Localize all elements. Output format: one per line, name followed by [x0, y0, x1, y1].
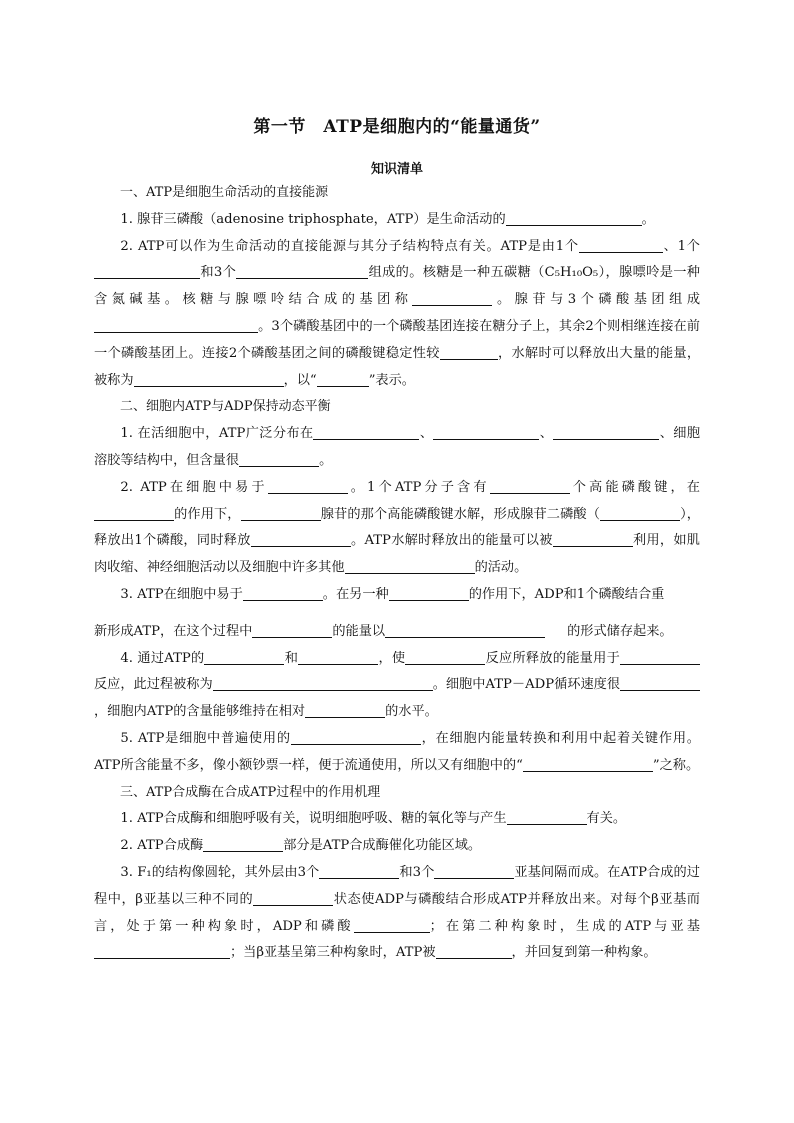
- fill-blank[interactable]: [345, 557, 475, 574]
- paragraph-2-3: 3. ATP在细胞中易于 。在另一种 的作用下，ADP和1个磷酸结合重: [94, 582, 700, 609]
- document-body: [94, 180, 700, 967]
- fill-blank[interactable]: [241, 504, 321, 521]
- fill-blank[interactable]: [354, 916, 430, 933]
- fill-blank[interactable]: [94, 262, 200, 279]
- fill-blank[interactable]: [313, 423, 419, 440]
- fill-blank[interactable]: [507, 808, 587, 825]
- fill-blank[interactable]: [385, 621, 545, 638]
- paragraph-2-3-continued: 新形成ATP，在这个过程中 的能量以 的形式储存起来。: [94, 619, 700, 646]
- fill-blank[interactable]: [291, 728, 421, 745]
- fill-blank[interactable]: [213, 674, 433, 691]
- fill-blank[interactable]: [389, 584, 469, 601]
- paragraph-3-3: 3. F₁的结构像圆轮，其外层由3个 和3个 亚基间隔而成。在ATP合成的过程中，β亚基以三种不同的 状态使ADP与磷酸结合形成ATP并释放出来。对每个β亚基而言，处于第一种构象时，ADP和磷酸 ；在第二种构象时，生成的ATP与亚基；当β亚基呈第三种构象时，ATP被 ，并回复到第一种构象。: [94, 860, 700, 967]
- fill-blank[interactable]: [553, 530, 633, 547]
- fill-blank[interactable]: [252, 621, 332, 638]
- fill-blank[interactable]: [620, 674, 700, 691]
- fill-blank[interactable]: [433, 423, 539, 440]
- paragraph-1-2: 2. ATP可以作为生命活动的直接能源与其分子结构特点有关。ATP是由1个 、1个和3个 组成的。核糖是一种五碳糖（C₅H₁₀O₅），腺嘌呤是一种含氮碱基。核糖与腺嘌呤结合成的基团称 。腺苷与3个磷酸基团组成。3个磷酸基团中的一个磷酸基团连接在糖分子上，其余2个则相继连接在前一个磷酸基团上。连接2个磷酸基团之间的磷酸键稳定性较 ，水解时可以释放出大量的能量，被称为 ，以“ ”表示。: [94, 234, 700, 395]
- paragraph-2-5: 5. ATP是细胞中普遍使用的 ，在细胞内能量转换和利用中起着关键作用。ATP所含能量不多，像小额钞票一样，便于流通使用，所以又有细胞中的“ ”之称。: [94, 726, 700, 780]
- fill-blank[interactable]: [436, 942, 512, 959]
- section-heading-2: 二、细胞内ATP与ADP保持动态平衡: [120, 399, 331, 415]
- fill-blank[interactable]: [434, 862, 514, 879]
- paragraph-2-2: 2. ATP在细胞中易于 。1个ATP分子含有 个高能磷酸键，在的作用下， 腺苷的那个高能磷酸键水解，形成腺苷二磷酸（ ），释放出1个磷酸，同时释放 。ATP水解时释放出的能量可以被 利用，如肌肉收缩、神经细胞活动以及细胞中许多其他 的活动。: [94, 475, 700, 582]
- paragraph-3-1: 1. ATP合成酶和细胞呼吸有关，说明细胞呼吸、糖的氧化等与产生 有关。: [94, 806, 700, 833]
- fill-blank[interactable]: [251, 530, 351, 547]
- fill-blank[interactable]: [94, 316, 258, 333]
- fill-blank[interactable]: [305, 701, 385, 718]
- fill-blank[interactable]: [268, 477, 348, 494]
- fill-blank[interactable]: [490, 477, 570, 494]
- fill-blank[interactable]: [579, 236, 663, 253]
- page-title: 第一节 ATP是细胞内的“能量通货”: [253, 117, 541, 137]
- fill-blank[interactable]: [620, 648, 700, 665]
- fill-blank[interactable]: [94, 504, 174, 521]
- fill-blank[interactable]: [523, 755, 653, 772]
- paragraph-2-1: 1. 在活细胞中，ATP广泛分布在 、 、 、细胞溶胶等结构中，但含量很 。: [94, 421, 700, 475]
- fill-blank[interactable]: [405, 648, 485, 665]
- fill-blank[interactable]: [236, 262, 368, 279]
- fill-blank[interactable]: [203, 835, 283, 852]
- paragraph-1-1: 1. 腺苷三磷酸（adenosine triphosphate，ATP）是生命活动的 。: [94, 207, 700, 234]
- fill-blank[interactable]: [239, 450, 319, 467]
- fill-blank[interactable]: [412, 289, 492, 306]
- fill-blank[interactable]: [253, 889, 333, 906]
- page-subtitle: 知识清单: [370, 162, 423, 177]
- fill-blank[interactable]: [319, 862, 399, 879]
- fill-blank[interactable]: [317, 370, 369, 387]
- section-heading-1: 一、ATP是细胞生命活动的直接能源: [120, 185, 329, 200]
- fill-blank[interactable]: [243, 584, 323, 601]
- fill-blank[interactable]: [506, 209, 642, 226]
- fill-blank[interactable]: [134, 370, 284, 387]
- fill-blank[interactable]: [204, 648, 284, 665]
- paragraph-2-4: 4. 通过ATP的 和 ，使 反应所释放的能量用于反应，此过程被称为 。细胞中ATP－ADP循环速度很，细胞内ATP的含量能够维持在相对 的水平。: [94, 646, 700, 726]
- fill-blank[interactable]: [298, 648, 378, 665]
- fill-blank[interactable]: [94, 942, 230, 959]
- fill-blank[interactable]: [600, 504, 680, 521]
- fill-blank[interactable]: [553, 423, 659, 440]
- paragraph-3-2: 2. ATP合成酶 部分是ATP合成酶催化功能区域。: [94, 833, 700, 860]
- fill-blank[interactable]: [440, 343, 498, 360]
- section-heading-3: 三、ATP合成酶在合成ATP过程中的作用机理: [120, 784, 381, 800]
